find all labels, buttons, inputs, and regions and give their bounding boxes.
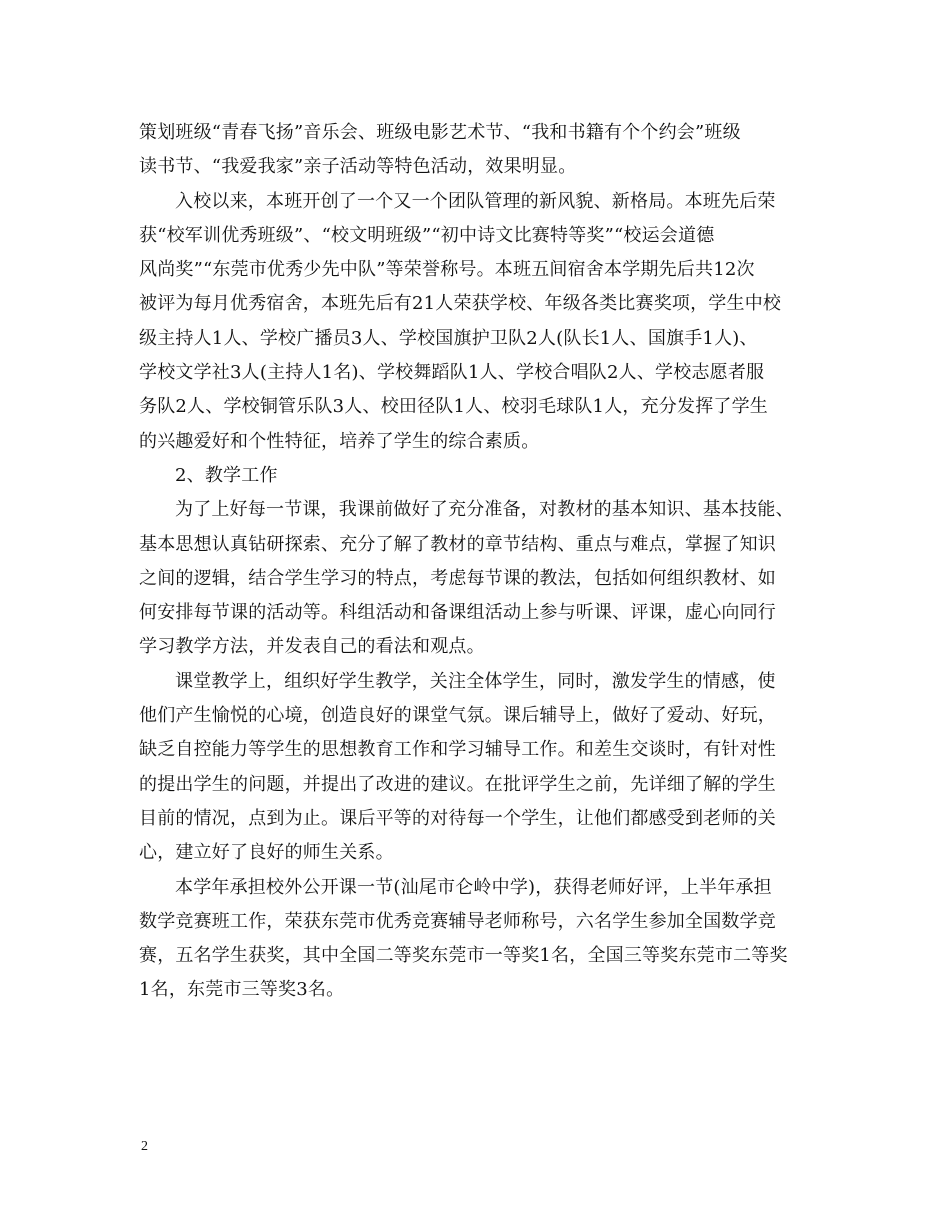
text-line: 读书节、“我爱我家”亲子活动等特色活动，效果明显。 <box>139 156 577 178</box>
text-line: 级主持人1人、学校广播员3人、学校国旗护卫队2人(队长1人、国旗手1人)、 <box>139 327 758 349</box>
text-line: 目前的情况，点到为止。课后平等的对待每一个学生，让他们都感受到老师的关 <box>139 807 776 829</box>
text-line: 1名，东莞市三等奖3名。 <box>139 979 345 1001</box>
text-line: 被评为每月优秀宿舍，本班先后有21人荣获学校、年级各类比赛奖项，学生中校 <box>139 293 782 315</box>
text-line: 何安排每节课的活动等。科组活动和备课组活动上参与听课、评课，虚心向同行 <box>139 602 776 624</box>
text-line: 策划班级“青春飞扬”音乐会、班级电影艺术节、“我和书籍有个个约会”班级 <box>139 122 741 143</box>
text-line: 本学年承担校外公开课一节(汕尾市仑岭中学)，获得老师好评，上半年承担 <box>175 876 772 898</box>
text-line: 学习教学方法，并发表自己的看法和观点。 <box>139 636 485 658</box>
text-line: 数学竞赛班工作，荣获东莞市优秀竞赛辅导老师称号，六名学生参加全国数学竞 <box>139 910 776 932</box>
text-line: 的提出学生的问题，并提出了改进的建议。在批评学生之前，先详细了解的学生 <box>139 773 776 795</box>
text-line: 学校文学社3人(主持人1名)、学校舞蹈队1人、学校合唱队2人、学校志愿者服 <box>139 362 765 384</box>
text-line: 赛，五名学生获奖，其中全国二等奖东莞市一等奖1名，全国三等奖东莞市二等奖 <box>139 945 788 967</box>
text-line: 获“校军训优秀班级”、“校文明班级”“初中诗文比赛特等奖”“校运会道德 <box>139 224 715 246</box>
text-line: 缺乏自控能力等学生的思想教育工作和学习辅导工作。和差生交谈时，有针对性 <box>139 739 776 761</box>
text-line: 心，建立好了良好的师生关系。 <box>139 842 394 864</box>
text-line: 2、教学工作 <box>175 464 278 486</box>
text-line: 之间的逻辑，结合学生学习的特点，考虑每节课的教法，包括如何组织教材、如 <box>139 567 776 589</box>
page-number: 2 <box>141 1139 148 1154</box>
text-line: 务队2人、学校铜管乐队3人、校田径队1人、校羽毛球队1人，充分发挥了学生 <box>139 396 769 418</box>
text-line: 入校以来，本班开创了一个又一个团队管理的新风貌、新格局。本班先后荣 <box>175 190 776 212</box>
document-body <box>139 116 821 1008</box>
text-line: 基本思想认真钻研探索、充分了解了教材的章节结构、重点与难点，掌握了知识 <box>139 533 776 555</box>
text-line: 为了上好每一节课，我课前做好了充分准备，对教材的基本知识、基本技能、 <box>175 499 794 521</box>
text-line: 他们产生愉悦的心境，创造良好的课堂气氛。课后辅导上，做好了爱动、好玩， <box>139 705 776 727</box>
text-line: 的兴趣爱好和个性特征，培养了学生的综合素质。 <box>139 430 540 452</box>
text-line: 风尚奖”“东莞市优秀少先中队”等荣誉称号。本班五间宿舍本学期先后共12次 <box>139 259 755 281</box>
text-line: 课堂教学上，组织好学生教学，关注全体学生，同时，激发学生的情感，使 <box>175 670 776 692</box>
